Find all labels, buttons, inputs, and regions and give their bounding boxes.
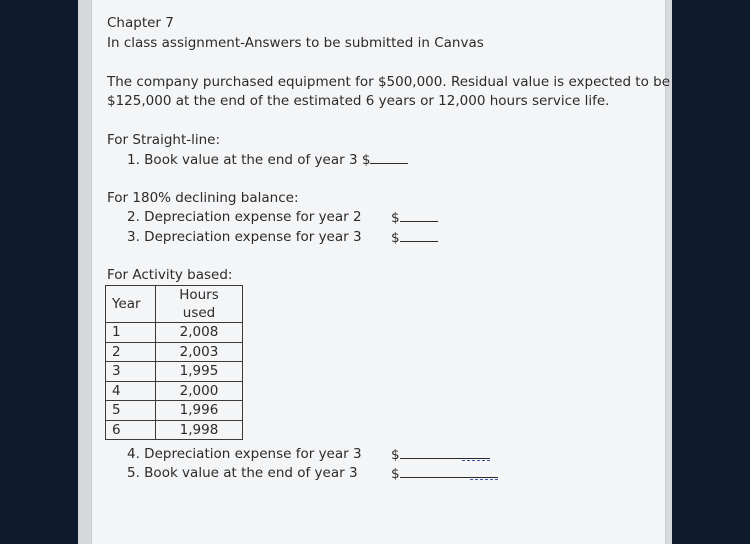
answer-blank-2[interactable] (400, 208, 438, 222)
question-5-answer (391, 464, 498, 483)
question-1 (127, 150, 408, 169)
column-header-year: Year (106, 286, 156, 323)
chapter-title: Chapter 7 (107, 15, 174, 31)
dollar-sign: $ (391, 230, 400, 246)
hours-cell: 2,000 (156, 381, 243, 401)
activity-heading: For Activity based: (107, 267, 233, 283)
table-row (106, 342, 243, 362)
table-row (106, 362, 243, 382)
declining-heading: For 180% declining balance: (107, 190, 299, 206)
hours-cell: 2,003 (156, 342, 243, 362)
year-cell: 5 (106, 401, 156, 421)
hours-table (105, 285, 243, 440)
year-cell: 1 (106, 323, 156, 343)
hours-cell: 1,995 (156, 362, 243, 382)
year-cell: 2 (106, 342, 156, 362)
question-1-text: 1. Book value at the end of year 3 $ (127, 152, 371, 168)
column-header-hours: Hours used (156, 286, 243, 323)
year-cell: 4 (106, 381, 156, 401)
answer-blank-3[interactable] (400, 228, 438, 242)
assignment-subtitle: In class assignment-Answers to be submitted in Canvas (107, 35, 484, 51)
dollar-sign: $ (391, 447, 400, 463)
straight-line-heading: For Straight-line: (107, 132, 221, 148)
problem-line-1: The company purchased equipment for $500,000. Residual value is expected to be (107, 74, 671, 90)
table-row (106, 381, 243, 401)
answer-blank-4[interactable] (400, 445, 490, 459)
hours-cell: 1,996 (156, 401, 243, 421)
problem-line-2: $125,000 at the end of the estimated 6 years or 12,000 hours service life. (107, 93, 610, 109)
table-row (106, 401, 243, 421)
table-row (106, 323, 243, 343)
hours-cell: 2,008 (156, 323, 243, 343)
hours-cell: 1,998 (156, 420, 243, 440)
table-header-row (106, 286, 243, 323)
year-cell: 6 (106, 420, 156, 440)
answer-blank-5[interactable] (400, 464, 498, 478)
dollar-sign: $ (391, 466, 400, 482)
question-3-answer (391, 228, 438, 247)
question-3-text: 3. Depreciation expense for year 3 (127, 229, 362, 245)
cursor-marker (470, 479, 498, 480)
dollar-sign: $ (391, 210, 400, 226)
question-4-text: 4. Depreciation expense for year 3 (127, 446, 362, 462)
year-cell: 3 (106, 362, 156, 382)
question-4-answer (391, 445, 490, 464)
cursor-marker (462, 460, 490, 461)
answer-blank-1[interactable] (370, 150, 408, 164)
table-row (106, 420, 243, 440)
question-2-text: 2. Depreciation expense for year 2 (127, 209, 362, 225)
question-5-text: 5. Book value at the end of year 3 (127, 465, 358, 481)
question-2-answer (391, 208, 438, 227)
